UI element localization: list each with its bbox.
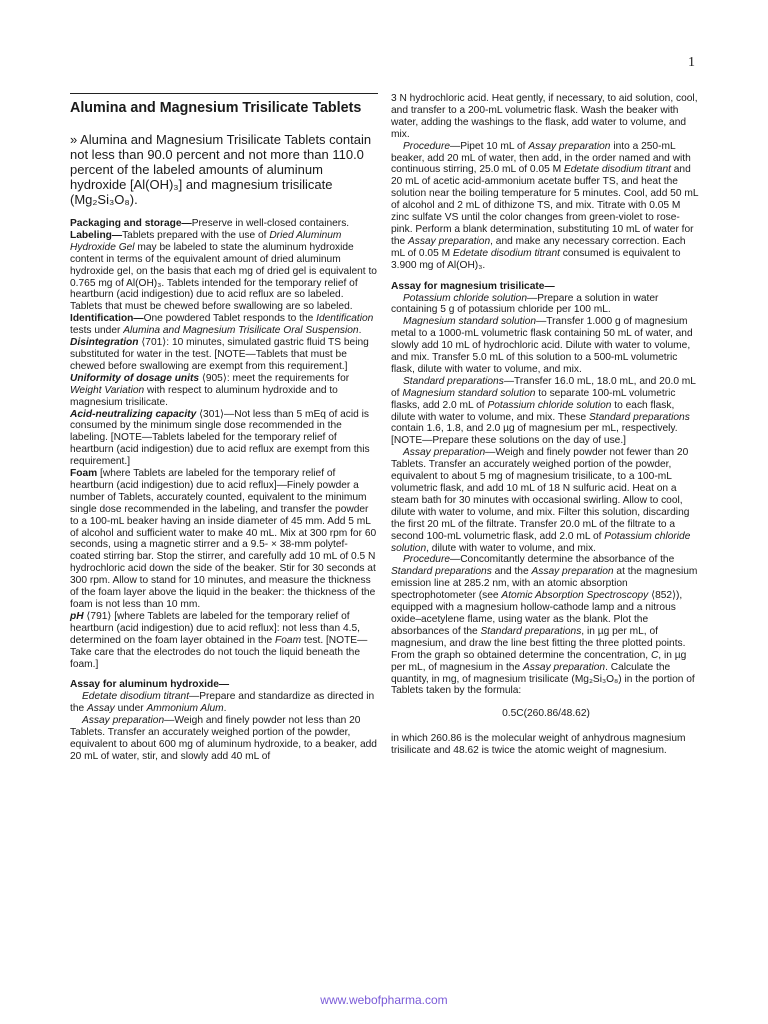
ph-section [70, 611, 378, 671]
standard-preparations-text: to each flask, dilute with water to volume, and mix. These [391, 399, 675, 423]
packaging-heading: Packaging and storage— [70, 218, 192, 229]
procedure-label: Procedure [403, 554, 451, 566]
identification-text: One powdered Tablet responds to the [143, 313, 317, 325]
disintegration-text: ⟨701⟩: 10 minutes, simulated gastric fluid TS being substituted for water in the test. [NOTE—Tablets that must be chewed before swallowing are exempt from this requirement.] [70, 337, 369, 372]
procedure-ref: Standard preparations [480, 625, 582, 637]
procedure-text: —Concomitantly determine the absorbance of the [450, 554, 675, 566]
uniformity-heading: Uniformity of dosage units [70, 372, 200, 384]
procedure-text: —Pipet 10 mL of [450, 140, 529, 152]
ph-text: ⟨791⟩ [where Tablets are labeled for the temporary relief of heartburn (acid indigestion) due to acid reflux]: not less than 4.5, determined on the foam layer obtained in the [70, 610, 360, 646]
procedure-text: into a 250-mL beaker, add 20 mL of water, then add, in the order named and with continuous stirring, 25.0 mL of 0.05 M [391, 140, 691, 176]
identification-ref: Alumina and Magnesium Trisilicate Oral Suspension [123, 325, 359, 337]
assay-aluminum-heading: Assay for aluminum hydroxide— [70, 679, 230, 691]
disintegration-section [70, 337, 378, 373]
page-number: 1 [688, 55, 695, 70]
foam-text: [where Tablets are labeled for the temporary relief of heartburn (acid indigestion) due to acid reflux]—Finely powder a number of Tablets, accurately counted, equivalent to the minimum single dose recommended in the labeling, and transfer the powder to a 100-mL beaker having an inside diameter of 45 mm. Add 5 mL of alcohol and sufficient water to make 40 mL. Mix at 300 rpm for 60 seconds, using a magnetic stirrer and a 9.5- × 38-mm polytef-coated stirring bar. Stop the stirrer, and carefully add 10 mL of 0.5 N hydrochloric acid down the side of the beaker. Stir for 30 seconds at 300 rpm. Allow to stand for 10 minutes, and measure the thickness of the foam layer above the liquid in the beaker: the thickness of the foam is not less than 10 mm. [70, 468, 377, 610]
uniformity-ref: Weight Variation [70, 384, 145, 396]
foam-section [70, 468, 378, 611]
labeling-text: Tablets prepared with the use of [122, 229, 270, 241]
procedure-ref: Assay preparation [522, 661, 606, 673]
uniformity-text: ⟨905⟩: meet the requirements for [199, 372, 350, 384]
assay-preparation-mg-section [391, 447, 701, 554]
kcl-solution-text: —Prepare a solution in water containing 5 g of potassium chloride per 100 mL. [391, 292, 659, 316]
procedure-ref: Edetate disodium titrant [452, 247, 560, 259]
procedure-variable: C [650, 649, 659, 661]
standard-preparations-ref: Magnesium standard solution [402, 387, 536, 399]
assay-preparation-label: Assay preparation [82, 715, 165, 727]
procedure-ref: Assay preparation [531, 566, 614, 578]
procedure-text: at the magnesium emission line at 285.2 nm, with an atomic absorption spectrophotometer (see [391, 566, 698, 602]
acid-neutralizing-section [70, 409, 378, 469]
uniformity-text: with respect to aluminum hydroxide and to magnesium trisilicate. [70, 384, 338, 408]
kcl-solution-label: Potassium chloride solution [403, 292, 528, 304]
procedure-ref: Assay preparation [528, 140, 611, 152]
edetate-titrant-text: —Prepare and standardize as directed in the [70, 691, 375, 715]
procedure-text: , in µg per mL, of magnesium, and draw the line best fitting the three plotted points. From the graph so obtained determine the concentration, [391, 625, 686, 661]
identification-section [70, 313, 378, 337]
standard-preparations-ref: Standard preparations [589, 411, 690, 423]
packaging-text: Preserve in well-closed containers. [191, 218, 350, 229]
edetate-titrant-ref: Assay [87, 703, 115, 715]
assay-preparation-text: —Weigh and finely powder not fewer than 20 Tablets. Transfer an accurately weighed portion of the powder, equivalent to about 5 mg of magnesium trisilicate, to a 100-mL volumetric flask, and add 10 mL of 18 N sulfuric acid. Heat on a steam bath for 30 minutes with occasional swirling. Allow to cool, dilute with water to volume, and mix. Filter this solution, discarding the first 20 mL of the filtrate. Transfer 20.0 mL of the filtrate to a second 100-mL volumetric flask, add 2.0 mL of [391, 447, 690, 542]
assay-preparation-text: , dilute with water to volume, and mix. [426, 542, 596, 554]
edetate-titrant-label: Edetate disodium titrant [82, 691, 190, 703]
ph-text: test. [NOTE—Take care that the electrodes do not touch the liquid beneath the foam.] [70, 634, 368, 670]
identification-text: tests under [70, 325, 124, 337]
identification-ref: Identification [316, 313, 374, 325]
procedure-text: and 20 mL of acetic acid-ammonium acetate buffer TS, and heat the solution near the boiling temperature for 5 minutes. Cool, add 50 mL of alcohol and 2 mL of dithizone TS, and mix. Titrate with 0.05 M zinc sulfate VS until the color changes from green-violet to rose-pink. Perform a blank determination, substituting 10 mL of water for the [391, 164, 699, 247]
foam-heading: Foam [70, 468, 98, 480]
labeling-section [70, 230, 378, 313]
procedure-mg-section [391, 554, 701, 697]
right-column [391, 93, 701, 757]
procedure-text: , and make any necessary correction. Each mL of 0.05 M [391, 235, 686, 259]
labeling-heading: Labeling— [70, 229, 123, 241]
procedure-label: Procedure [403, 140, 451, 152]
procedure-ref: Standard preparations [391, 566, 492, 578]
standard-preparations-text: —Transfer 16.0 mL, 18.0 mL, and 20.0 mL of [391, 375, 696, 399]
procedure-text: ⟨852⟩), equipped with a magnesium hollow-cathode lamp and a nitrous oxide–acetylene flame, using water as the blank. Plot the absorbances of the [391, 590, 683, 637]
procedure-al-section [391, 141, 701, 272]
procedure-ref: Atomic Absorption Spectroscopy [501, 590, 649, 602]
mg-standard-section [391, 316, 701, 376]
procedure-text: and the [491, 566, 532, 578]
ph-ref: Foam [275, 634, 302, 646]
procedure-ref: Edetate disodium titrant [563, 164, 671, 176]
assay-preparation-ref: Potassium chloride solution [391, 530, 691, 554]
labeling-text: may be labeled to state the aluminum hydroxide content in terms of the equivalent amount of dried aluminum hydroxide gel, on the basis that each mg of dried gel is equivalent to 0.765 mg of Al(OH)₃. Tablets intended for the temporary relief of heartburn (acid indigestion) due to acid reflux are so labeled. Tablets that must be chewed before swallowing are so labeled. [70, 241, 377, 313]
monograph-title: Alumina and Magnesium Trisilicate Tablets [70, 93, 378, 122]
kcl-solution-section [391, 293, 701, 317]
ph-heading: pH [70, 610, 84, 622]
acid-neutralizing-heading: Acid-neutralizing capacity [70, 408, 197, 420]
procedure-text: consumed is equivalent to 3.900 mg of Al(OH)₃. [391, 247, 681, 271]
standard-preparations-label: Standard preparations [403, 375, 504, 387]
identification-heading: Identification— [70, 313, 144, 325]
edetate-titrant-ref: Ammonium Alum [146, 703, 224, 715]
assay-preparation-label: Assay preparation [403, 447, 486, 459]
calculation-formula: 0.5C(260.86/48.62) [502, 708, 590, 720]
assay-preparation-continued: 3 N hydrochloric acid. Heat gently, if necessary, to aid solution, cool, and transfer to a 200-mL volumetric flask. Wash the beaker with water, adding the washings to the flask, add water to volume, and mix. [391, 93, 698, 140]
formula-explanation: in which 260.86 is the molecular weight of anhydrous magnesium trisilicate and 48.62 is twice the atomic weight of magnesium. [391, 733, 686, 757]
left-column [70, 93, 378, 763]
standard-preparations-text: contain 1.6, 1.8, and 2.0 µg of magnesium per mL, respectively. [NOTE—Prepare these solutions on the day of use.] [391, 423, 678, 447]
standard-preparations-section [391, 376, 701, 447]
mg-standard-label: Magnesium standard solution [403, 316, 537, 328]
uniformity-section [70, 373, 378, 409]
assay-preparation-text: —Weigh and finely powder not less than 20 Tablets. Transfer an accurately weighed portion of the powder, equivalent to about 600 mg of aluminum hydroxide, to a beaker, add 20 mL of water, stir, and slowly add 40 mL of [70, 715, 377, 762]
procedure-text: . Calculate the quantity, in mg, of magnesium trisilicate (Mg₂Si₃O₈) in the portion of Tablets taken by the formula: [391, 661, 695, 697]
labeling-ref: Dried Aluminum Hydroxide Gel [70, 229, 342, 253]
standard-preparations-text: to separate 100-mL volumetric flasks, add 2.0 mL of [391, 387, 676, 411]
edetate-titrant-text: . [223, 703, 227, 715]
footer-website-link[interactable]: www.webofpharma.com [320, 993, 448, 1007]
identification-text: . [358, 325, 362, 337]
procedure-text: , in µg per mL, of magnesium in the [391, 649, 687, 673]
acid-neutralizing-text: ⟨301⟩—Not less than 5 mEq of acid is consumed by the minimum single dose recommended in the labeling. [NOTE—Tablets labeled for the temporary relief of heartburn (acid indigestion) due to acid reflux are exempt from this requirement.] [70, 408, 370, 468]
packaging-section [70, 218, 378, 230]
edetate-titrant-section [70, 691, 378, 715]
mg-standard-text: —Transfer 1.000 g of magnesium metal to a 1000-mL volumetric flask containing 50 mL of water, and slowly add 10 mL of hydrochloric acid. Dilute with water to volume, and mix. Transfer 5.0 mL of this solution to a 500-mL volumetric flask, dilute with water to volume, and mix. [391, 316, 693, 375]
edetate-titrant-text: under [114, 703, 147, 715]
procedure-ref: Assay preparation [408, 235, 491, 247]
assay-magnesium-heading: Assay for magnesium trisilicate— [391, 280, 555, 292]
disintegration-heading: Disintegration [70, 337, 139, 349]
monograph-definition: » Alumina and Magnesium Trisilicate Tablets contain not less than 90.0 percent and not more than 110.0 percent of the labeled amounts of aluminum hydroxide [Al(OH)₃] and magnesium trisilicate (Mg₂Si₃O₈). [70, 132, 372, 207]
standard-preparations-ref: Potassium chloride solution [487, 399, 612, 411]
assay-preparation-al-section [70, 715, 378, 763]
